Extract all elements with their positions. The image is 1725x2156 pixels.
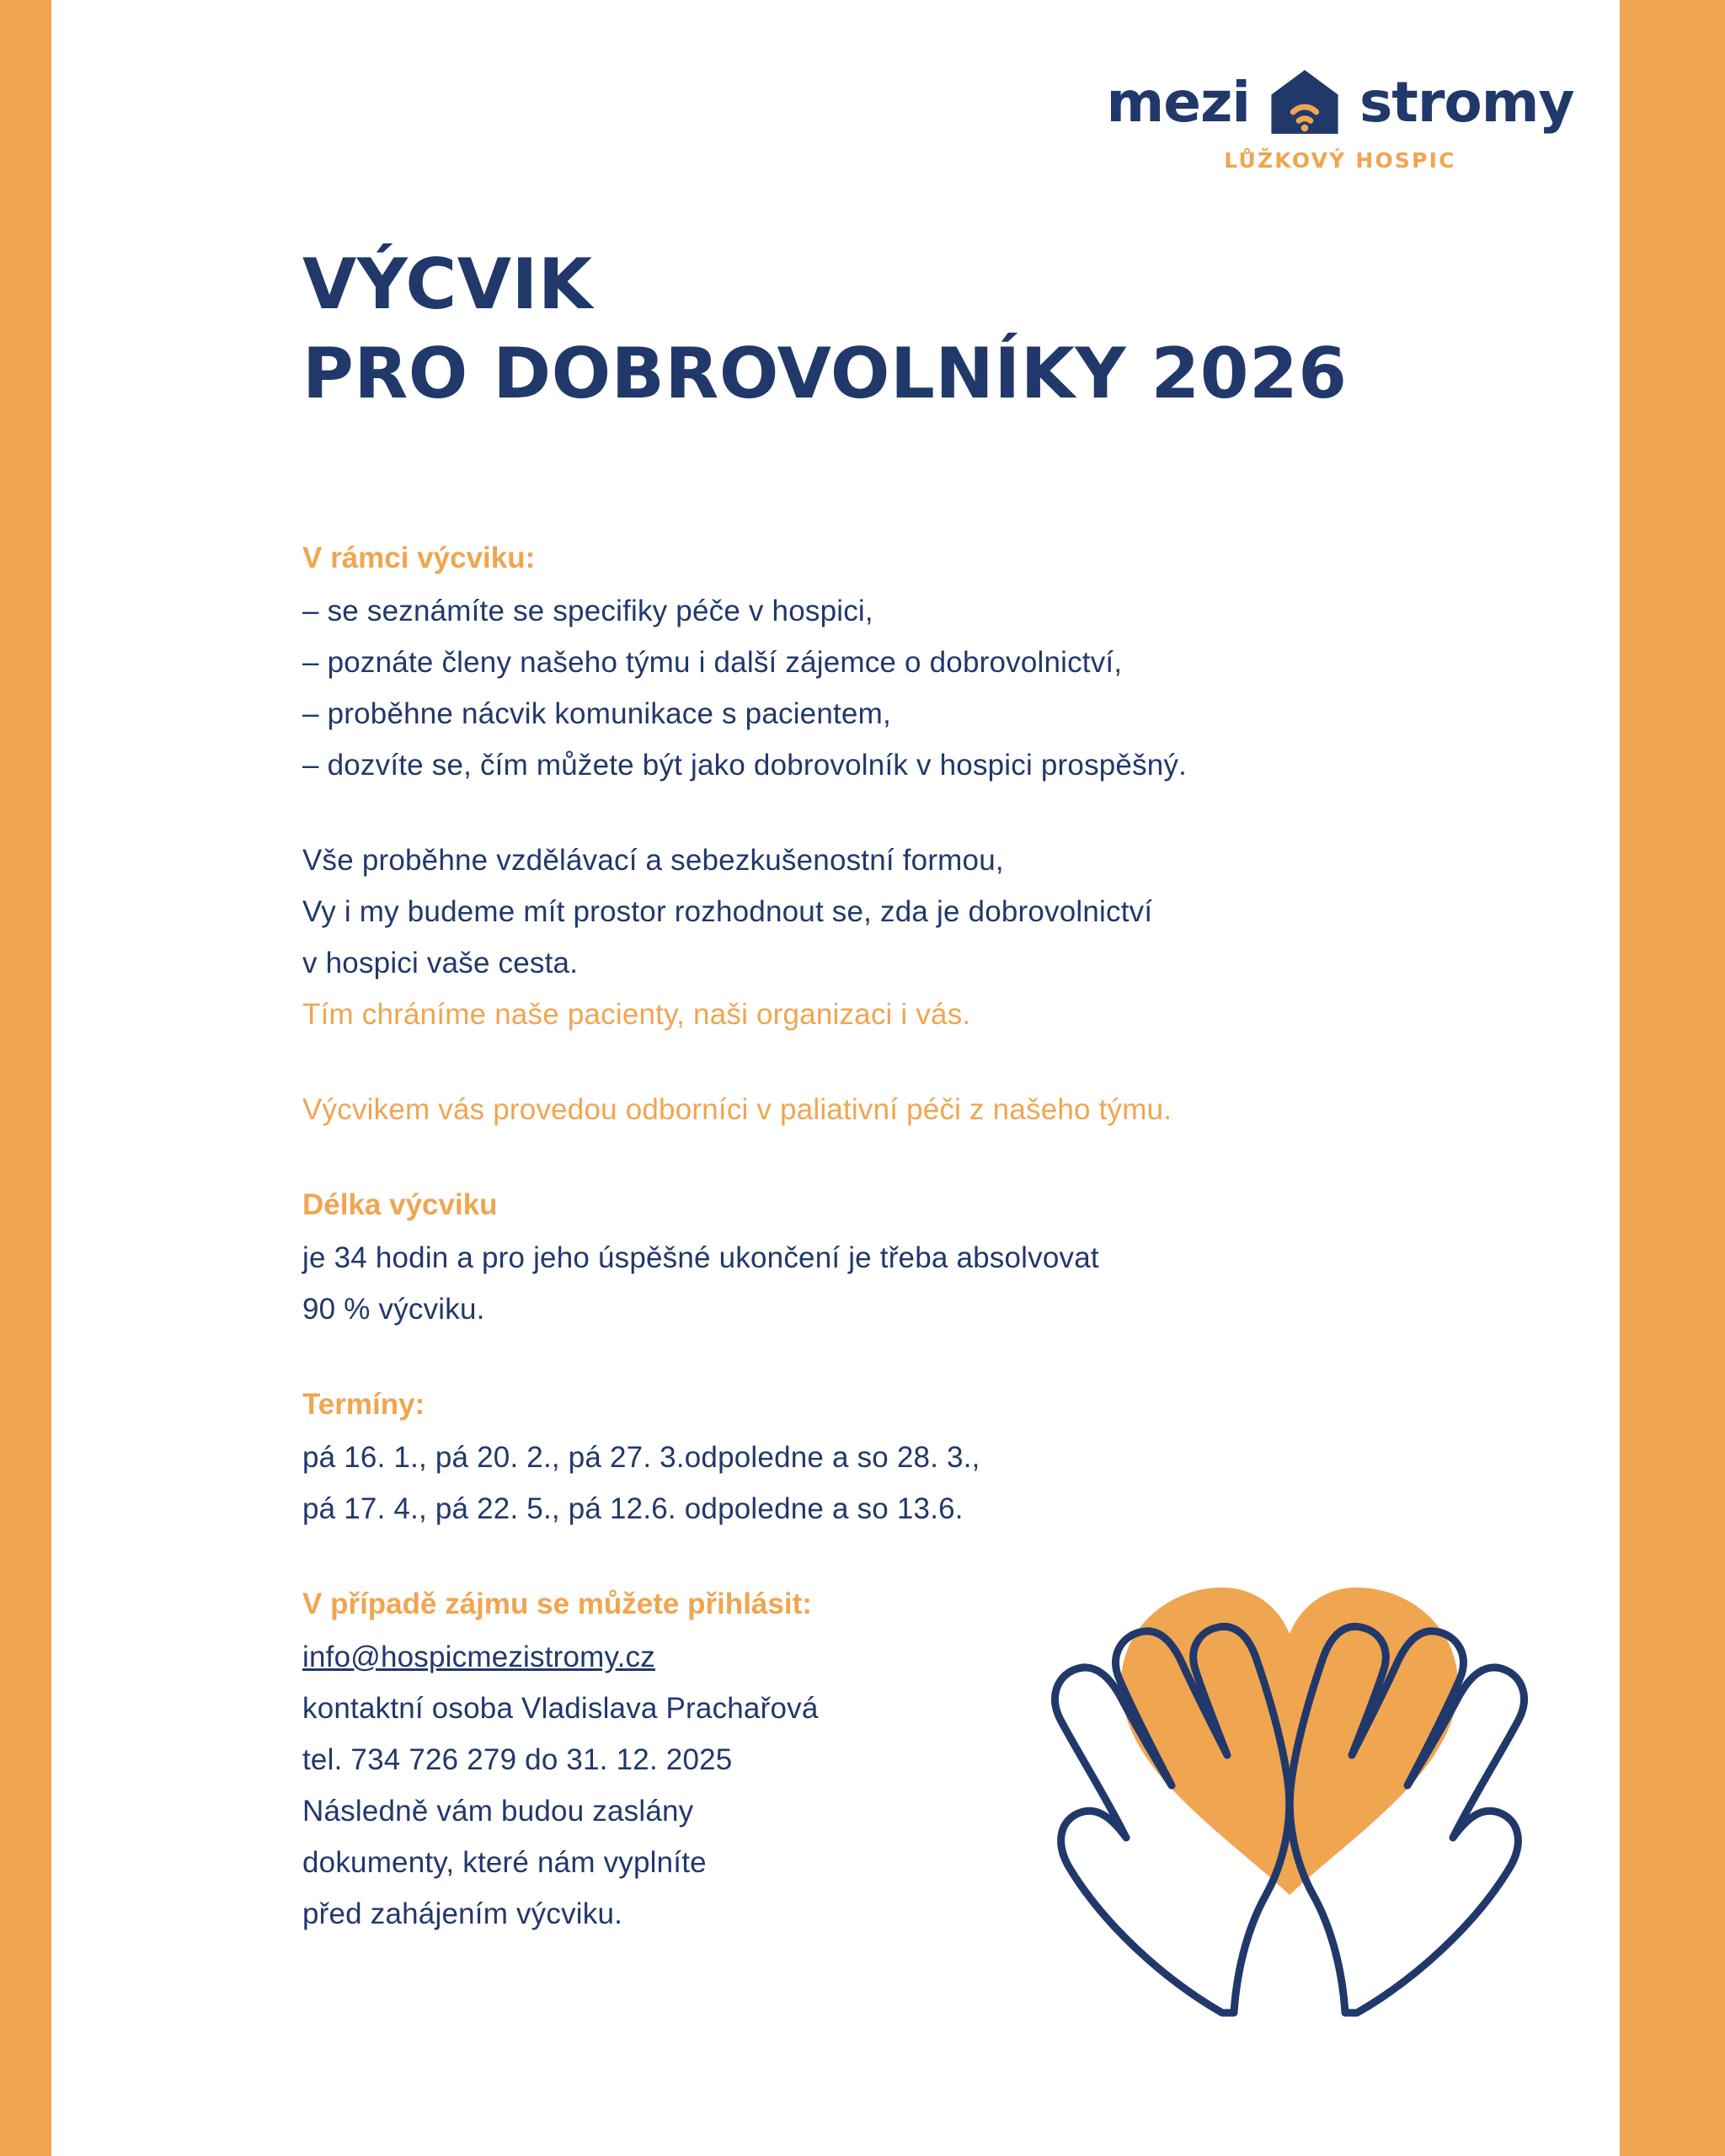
logo-row [1066, 66, 1614, 138]
scope-heading: V rámci výcviku: [302, 542, 536, 574]
page-title [302, 240, 1650, 419]
brand-logo [1066, 66, 1614, 173]
scope-item: – se seznámíte se specifiky péče v hospici, [302, 595, 873, 627]
logo-word-right: stromy [1359, 69, 1574, 135]
contact-line: před zahájením výcviku. [302, 1897, 623, 1930]
dates-line: pá 16. 1., pá 20. 2., pá 27. 3.odpoledne a so 28. 3., [302, 1441, 980, 1474]
poster-page [51, 0, 1620, 2156]
logo-word-left: mezi [1106, 69, 1251, 135]
title-line-2: PRO DOBROVOLNÍKY 2026 [302, 333, 1348, 415]
length-line: 90 % výcviku. [302, 1293, 485, 1326]
length-line: je 34 hodin a pro jeho úspěšné ukončení je třeba absolvovat [302, 1241, 1099, 1274]
spacer [302, 802, 1549, 846]
logo-subtitle: LŮŽKOVÝ HOSPIC [1224, 148, 1456, 173]
spacer [302, 1346, 1549, 1390]
contact-line: tel. 734 726 279 do 31. 12. 2025 [302, 1743, 733, 1776]
scope-item: – dozvíte se, čím můžete být jako dobrovolník v hospici prospěšný. [302, 749, 1188, 782]
contact-line: Následně vám budou zaslány [302, 1795, 694, 1828]
scope-item: – poznáte členy našeho týmu i další zájemce o dobrovolnictví, [302, 646, 1123, 679]
form-line: v hospici vaše cesta. [302, 947, 579, 979]
spacer [302, 1051, 1549, 1095]
contact-heading: V případě zájmu se můžete přihlásit: [302, 1588, 812, 1620]
hands-holding-heart-illustration [969, 1541, 1610, 2080]
title-line-1: VÝCVIK [302, 243, 593, 325]
dates-heading: Termíny: [302, 1388, 425, 1421]
scope-item: – proběhne nácvik komunikace s pacientem, [302, 697, 891, 730]
spacer [302, 1146, 1549, 1190]
contact-email-link[interactable]: info@hospicmezistromy.cz [302, 1641, 655, 1673]
contact-line: kontaktní osoba Vladislava Prachařová [302, 1692, 819, 1725]
experts-line: Výcvikem vás provedou odborníci v paliativní péči z našeho týmu. [302, 1093, 1172, 1126]
contact-line: dokumenty, které nám vyplníte [302, 1846, 707, 1879]
form-line: Vy i my budeme mít prostor rozhodnout se, zda je dobrovolnictví [302, 895, 1153, 928]
protect-line: Tím chráníme naše pacienty, naši organizaci i vás. [302, 998, 971, 1031]
house-wifi-icon [1268, 66, 1341, 138]
form-line: Vše proběhne vzdělávací a sebezkušenostní formou, [302, 844, 1004, 877]
length-heading: Délka výcviku [302, 1188, 498, 1221]
dates-line: pá 17. 4., pá 22. 5., pá 12.6. odpoledne a so 13.6. [302, 1492, 964, 1525]
